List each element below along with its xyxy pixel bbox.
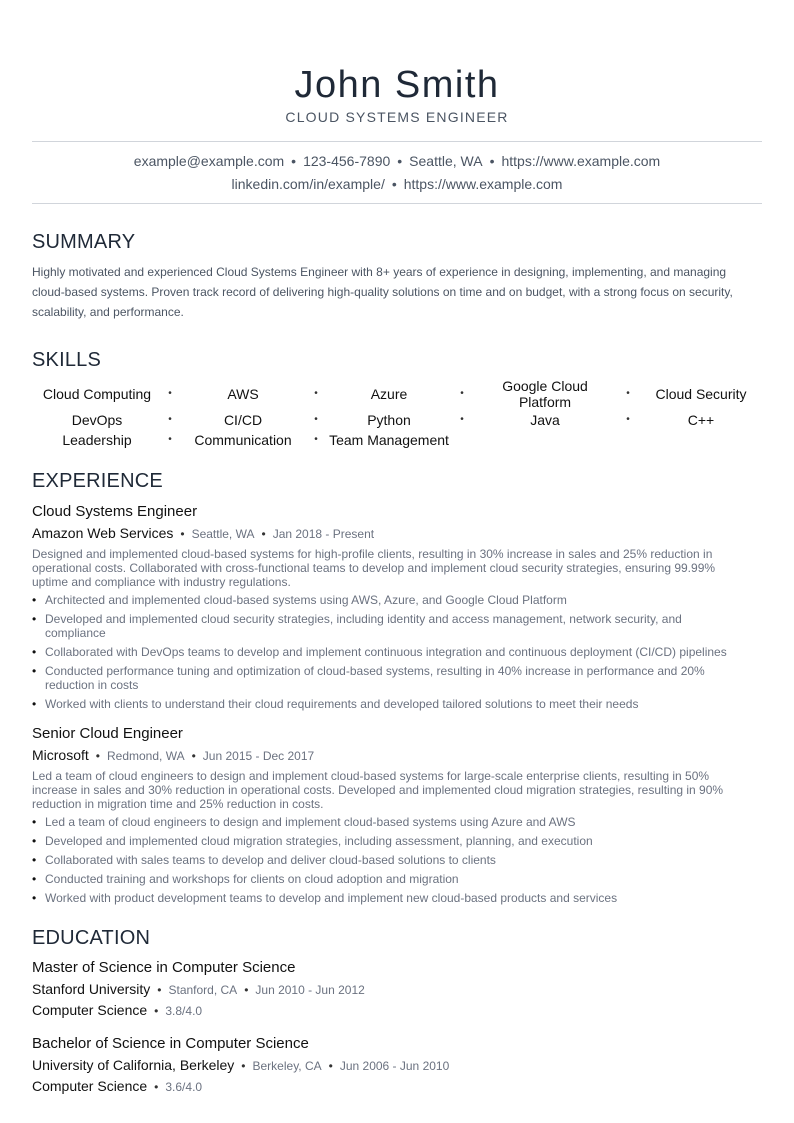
- job-title: Cloud Systems Engineer: [32, 503, 198, 520]
- school-location: Stanford, CA: [168, 983, 238, 997]
- job-meta: [32, 747, 762, 765]
- contact-row-2: [32, 173, 762, 196]
- bullet-icon: •: [32, 697, 37, 711]
- skill-item: C++: [687, 412, 715, 428]
- contact-phone[interactable]: 123-456-7890: [303, 153, 391, 169]
- skills-row: [32, 378, 766, 410]
- bullet-icon: •: [32, 815, 37, 829]
- experience-heading: EXPERIENCE: [32, 470, 163, 492]
- job-meta: [32, 525, 762, 543]
- contact-block: [32, 141, 762, 204]
- separator-dot: •: [397, 153, 403, 169]
- skill-item: DevOps: [71, 412, 123, 428]
- contact-location: Seattle, WA: [409, 153, 483, 169]
- contact-website-2[interactable]: https://www.example.com: [403, 176, 563, 192]
- separator-dot: •: [314, 434, 318, 445]
- separator-dot: •: [168, 434, 172, 445]
- skills-grid: [32, 378, 766, 450]
- skill-item: Java: [530, 412, 560, 428]
- separator-dot: •: [314, 388, 318, 399]
- experience-entry: [32, 503, 762, 711]
- job-dates: Jan 2018 - Present: [272, 527, 375, 541]
- separator-dot: •: [460, 388, 464, 399]
- bullet-icon: •: [32, 593, 37, 607]
- education-heading: EDUCATION: [32, 927, 151, 949]
- list-item: • Collaborated with DevOps teams to develop and implement continuous integration and continuous deployment (CI/CD) pipelines: [32, 645, 727, 659]
- bullet-icon: •: [32, 834, 37, 848]
- separator-dot: •: [314, 414, 318, 425]
- list-item: • Conducted performance tuning and optimization of cloud-based systems, resulting in 40% increase in performance and 20% reduction in costs: [32, 664, 705, 692]
- separator-dot: •: [180, 527, 185, 541]
- skills-row: [32, 430, 766, 450]
- list-item: • Collaborated with sales teams to develop and deliver cloud-based solutions to clients: [32, 853, 496, 867]
- contact-linkedin[interactable]: linkedin.com/in/example/: [231, 176, 385, 192]
- contact-website[interactable]: https://www.example.com: [501, 153, 661, 169]
- skill-item: Team Management: [329, 432, 449, 448]
- list-item: • Led a team of cloud engineers to design and implement cloud-based systems using Azure and AWS: [32, 815, 576, 829]
- skills-heading: SKILLS: [32, 349, 102, 371]
- separator-dot: •: [489, 153, 495, 169]
- job-location: Redmond, WA: [107, 749, 185, 763]
- job-description: Designed and implemented cloud-based systems for high-profile clients, resulting in 30% increase in sales and 25% reduction in operational costs. Collaborated with cross-functional teams to develop and implement cloud security strategies, ensuring 99.99% uptime and compliance with industry regulations.: [32, 547, 716, 589]
- separator-dot: •: [391, 176, 397, 192]
- education-entry: [32, 959, 762, 1020]
- gpa: 3.6/4.0: [165, 1080, 203, 1094]
- separator-dot: •: [154, 1004, 159, 1018]
- list-item: • Architected and implemented cloud-based systems using AWS, Azure, and Google Cloud Platform: [32, 593, 567, 607]
- separator-dot: •: [157, 983, 162, 997]
- contact-email[interactable]: example@example.com: [133, 153, 285, 169]
- separator-dot: •: [626, 414, 630, 425]
- separator-dot: •: [191, 749, 196, 763]
- separator-dot: •: [291, 153, 297, 169]
- gpa: 3.8/4.0: [165, 1004, 203, 1018]
- education-dates: Jun 2006 - Jun 2010: [339, 1059, 450, 1073]
- list-item: • Worked with clients to understand their cloud requirements and developed tailored solutions to meet their needs: [32, 697, 639, 711]
- education-entry: [32, 1035, 762, 1096]
- bullet-icon: •: [32, 853, 37, 867]
- list-item: • Conducted training and workshops for clients on cloud adoption and migration: [32, 872, 459, 886]
- candidate-name: John Smith: [294, 64, 500, 106]
- job-title: Senior Cloud Engineer: [32, 725, 183, 742]
- bullet-icon: •: [32, 612, 37, 626]
- experience-entry: [32, 725, 762, 905]
- list-item: • Worked with product development teams to develop and implement new cloud-based products and services: [32, 891, 618, 905]
- separator-dot: •: [154, 1080, 159, 1094]
- list-item: • Developed and implemented cloud security strategies, including identity and access management, network security, and compliance: [32, 612, 682, 640]
- education-field: [32, 1002, 762, 1020]
- bullet-icon: •: [32, 645, 37, 659]
- field-of-study: Computer Science: [32, 1078, 148, 1094]
- skill-item: Azure: [370, 386, 408, 402]
- school-name: University of California, Berkeley: [32, 1057, 235, 1073]
- job-location: Seattle, WA: [191, 527, 255, 541]
- degree-title: Master of Science in Computer Science: [32, 959, 296, 976]
- education-meta: [32, 1057, 762, 1075]
- degree-title: Bachelor of Science in Computer Science: [32, 1035, 309, 1052]
- skills-row: [32, 410, 766, 430]
- candidate-title: CLOUD SYSTEMS ENGINEER: [285, 109, 509, 125]
- separator-dot: •: [626, 388, 630, 399]
- skill-item: Communication: [194, 432, 292, 448]
- skill-item: Cloud Computing: [42, 386, 152, 402]
- school-name: Stanford University: [32, 981, 151, 997]
- job-bullets: [32, 593, 762, 711]
- company-name: Amazon Web Services: [32, 525, 174, 541]
- bullet-icon: •: [32, 664, 37, 678]
- education-dates: Jun 2010 - Jun 2012: [255, 983, 365, 997]
- skill-item: Cloud Security: [655, 386, 747, 402]
- education-meta: [32, 981, 762, 999]
- contact-row-1: [32, 150, 762, 173]
- job-bullets: [32, 815, 762, 905]
- skill-item: Google Cloud Platform: [502, 378, 588, 410]
- separator-dot: •: [460, 414, 464, 425]
- job-dates: Jun 2015 - Dec 2017: [202, 749, 315, 763]
- skill-item: AWS: [227, 386, 259, 402]
- job-description: Led a team of cloud engineers to design and implement cloud-based systems for large-scale enterprise clients, resulting in 50% increase in sales and 30% reduction in operational costs. Developed and implemented cloud migration strategies, resulting in 90% reduction in migration time and 25% reduction in costs.: [32, 769, 724, 811]
- separator-dot: •: [241, 1059, 246, 1073]
- separator-dot: •: [261, 527, 266, 541]
- separator-dot: •: [328, 1059, 333, 1073]
- company-name: Microsoft: [32, 747, 89, 763]
- field-of-study: Computer Science: [32, 1002, 148, 1018]
- separator-dot: •: [168, 414, 172, 425]
- separator-dot: •: [168, 388, 172, 399]
- list-item: • Developed and implemented cloud migration strategies, including assessment, planning, and execution: [32, 834, 593, 848]
- bullet-icon: •: [32, 872, 37, 886]
- summary-heading: SUMMARY: [32, 231, 136, 253]
- school-location: Berkeley, CA: [252, 1059, 322, 1073]
- separator-dot: •: [95, 749, 100, 763]
- skill-item: CI/CD: [223, 412, 263, 428]
- bullet-icon: •: [32, 891, 37, 905]
- skill-item: Leadership: [62, 432, 132, 448]
- education-field: [32, 1078, 762, 1096]
- skill-item: Python: [367, 412, 411, 428]
- separator-dot: •: [244, 983, 249, 997]
- summary-text: Highly motivated and experienced Cloud Systems Engineer with 8+ years of experience in designing, implementing, and managing cloud-based systems. Proven track record of delivering high-quality solutions on time and on budget, with a strong focus on security, scalability, and performance.: [32, 265, 733, 319]
